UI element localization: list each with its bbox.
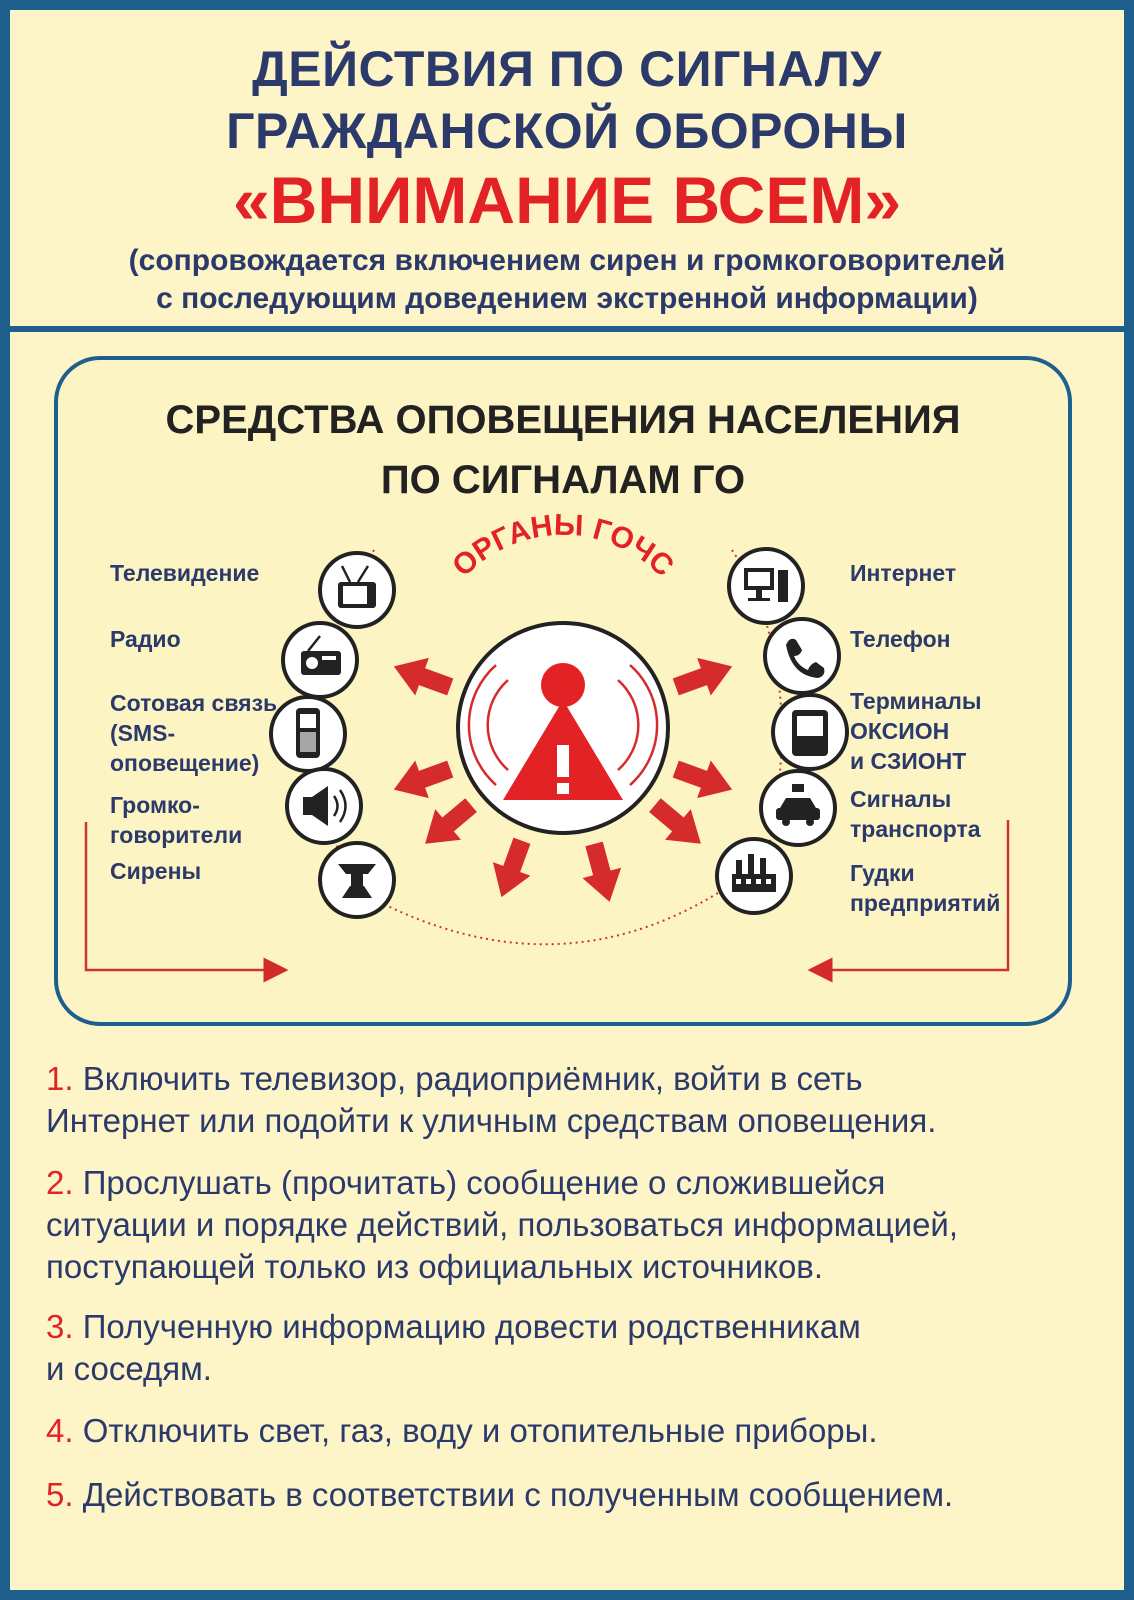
step-number: 1. (46, 1060, 74, 1097)
car-signal-icon (761, 771, 835, 845)
notification-means-panel (54, 356, 1072, 1026)
bottom-dotted-arc (368, 880, 738, 944)
label-sirens: Сирены (110, 858, 202, 884)
label-radio: Радио (110, 626, 181, 652)
label-television: Телевидение (110, 560, 260, 586)
header-subtitle-line2: с последующим доведением экстренной информации) (156, 282, 978, 315)
label-cellular-line1: Сотовая связь (110, 690, 278, 716)
step-text-cont: Интернет или подойти к уличным средствам оповещения. (46, 1102, 937, 1139)
step-text: Действовать в соответствии с полученным сообщением. (73, 1476, 954, 1513)
step-number: 4. (46, 1412, 74, 1449)
header-title-line1: ДЕЙСТВИЯ ПО СИГНАЛУ (252, 41, 882, 97)
label-terminals-line2: ОКСИОН (850, 718, 950, 744)
step-5 (46, 1474, 1076, 1516)
step-text: Отключить свет, газ, воду и отопительные приборы. (73, 1412, 878, 1449)
label-transport-line1: Сигналы (850, 786, 952, 812)
label-loudspeakers-line2: говорители (110, 822, 243, 848)
label-factory-line1: Гудки (850, 860, 915, 886)
step-text-cont: ситуации и порядке действий, пользоваться информацией, (46, 1206, 959, 1243)
computer-icon (729, 549, 803, 623)
cell-phone-icon (271, 697, 345, 771)
panel-title-line1: СРЕДСТВА ОПОВЕЩЕНИЯ НАСЕЛЕНИЯ (165, 398, 961, 442)
label-loudspeakers-line1: Громко- (110, 792, 200, 818)
label-cellular-line3: оповещение) (110, 750, 260, 776)
label-cellular-line2: (SMS- (110, 720, 176, 746)
label-transport-line2: транспорта (850, 816, 981, 842)
step-4 (46, 1410, 1076, 1452)
tv-icon (320, 553, 394, 627)
step-number: 5. (46, 1476, 74, 1513)
step-2 (46, 1162, 1076, 1288)
signal-name: «ВНИМАНИЕ ВСЕМ» (232, 163, 902, 237)
center-arc-label: ОРГАНЫ ГОЧС (446, 508, 680, 584)
label-factory-line2: предприятий (850, 890, 1001, 916)
header (10, 10, 1124, 332)
phone-icon (765, 619, 839, 693)
terminal-icon (773, 695, 847, 769)
radio-icon (283, 623, 357, 697)
step-text-cont: поступающей только из официальных источников. (46, 1248, 823, 1285)
header-subtitle-line1: (сопровождается включением сирен и громкоговорителей (128, 244, 1006, 277)
step-text: Полученную информацию довести родственникам (73, 1308, 861, 1345)
label-terminals-line3: и СЗИОНТ (850, 748, 967, 774)
step-number: 2. (46, 1164, 74, 1201)
step-3 (46, 1306, 1076, 1390)
step-text-cont: и соседям. (46, 1350, 212, 1387)
siren-icon (320, 843, 394, 917)
step-text: Прослушать (прочитать) сообщение о сложившейся (73, 1164, 886, 1201)
panel-title-line2: ПО СИГНАЛАМ ГО (380, 458, 746, 502)
label-terminals-line1: Терминалы (850, 688, 982, 714)
loudspeaker-icon (287, 769, 361, 843)
label-internet: Интернет (850, 560, 957, 586)
step-text: Включить телевизор, радиоприёмник, войти в сеть (73, 1060, 863, 1097)
header-title-line2: ГРАЖДАНСКОЙ ОБОРОНЫ (226, 103, 908, 159)
label-telephone: Телефон (850, 626, 951, 652)
factory-icon (717, 839, 791, 913)
step-number: 3. (46, 1308, 74, 1345)
step-1 (46, 1058, 1076, 1142)
